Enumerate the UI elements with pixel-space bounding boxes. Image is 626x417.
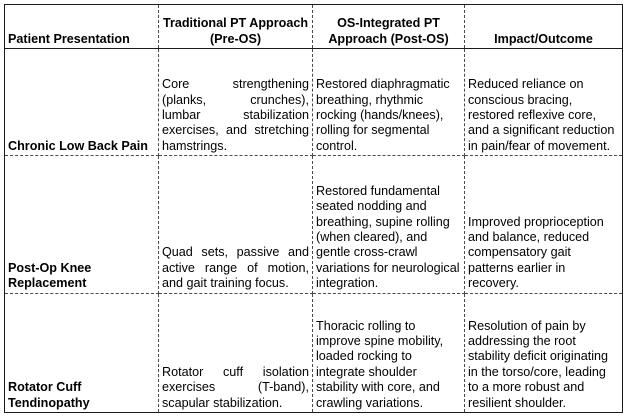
- table-row: [5, 293, 623, 412]
- table-header: [5, 5, 623, 49]
- cell-impact-outcome: Improved proprioception and balance, reduced compensatory gait patterns earlier in recovery.: [465, 156, 623, 294]
- cell-traditional-approach: Core strengthening (planks, crunches), lumbar stabilization exercises, and stretching hamstrings.: [159, 49, 313, 156]
- cell-patient-presentation: Rotator Cuff Tendinopathy: [5, 293, 159, 412]
- table-row: [5, 49, 623, 156]
- header-traditional-pt: Traditional PT Approach (Pre-OS): [159, 5, 313, 49]
- header-os-integrated-pt: OS-Integrated PT Approach (Post-OS): [313, 5, 465, 49]
- header-impact-outcome: Impact/Outcome: [465, 5, 623, 49]
- cell-traditional-approach: Quad sets, passive and active range of motion, and gait training focus.: [159, 156, 313, 294]
- table-body: [5, 49, 623, 413]
- cell-impact-outcome: Reduced reliance on conscious bracing, restored reflexive core, and a significant reduction in pain/fear of movement.: [465, 49, 623, 156]
- cell-traditional-approach: Rotator cuff isolation exercises (T-band), scapular stabilization.: [159, 293, 313, 412]
- header-row: [5, 5, 623, 49]
- cell-patient-presentation: Post-Op Knee Replacement: [5, 156, 159, 294]
- cell-os-integrated-approach: Thoracic rolling to improve spine mobility, loaded rocking to integrate shoulder stability with core, and crawling variations.: [313, 293, 465, 412]
- comparison-table: [4, 4, 623, 413]
- cell-patient-presentation: Chronic Low Back Pain: [5, 49, 159, 156]
- cell-os-integrated-approach: Restored fundamental seated nodding and breathing, supine rolling (when cleared), and gentle cross-crawl variations for neurological integration.: [313, 156, 465, 294]
- cell-os-integrated-approach: Restored diaphragmatic breathing, rhythmic rocking (hands/knees), rolling for segmental control.: [313, 49, 465, 156]
- table-row: [5, 156, 623, 294]
- cell-impact-outcome: Resolution of pain by addressing the root stability deficit originating in the torso/core, leading to a more robust and resilient shoulder.: [465, 293, 623, 412]
- header-patient-presentation: Patient Presentation: [5, 5, 159, 49]
